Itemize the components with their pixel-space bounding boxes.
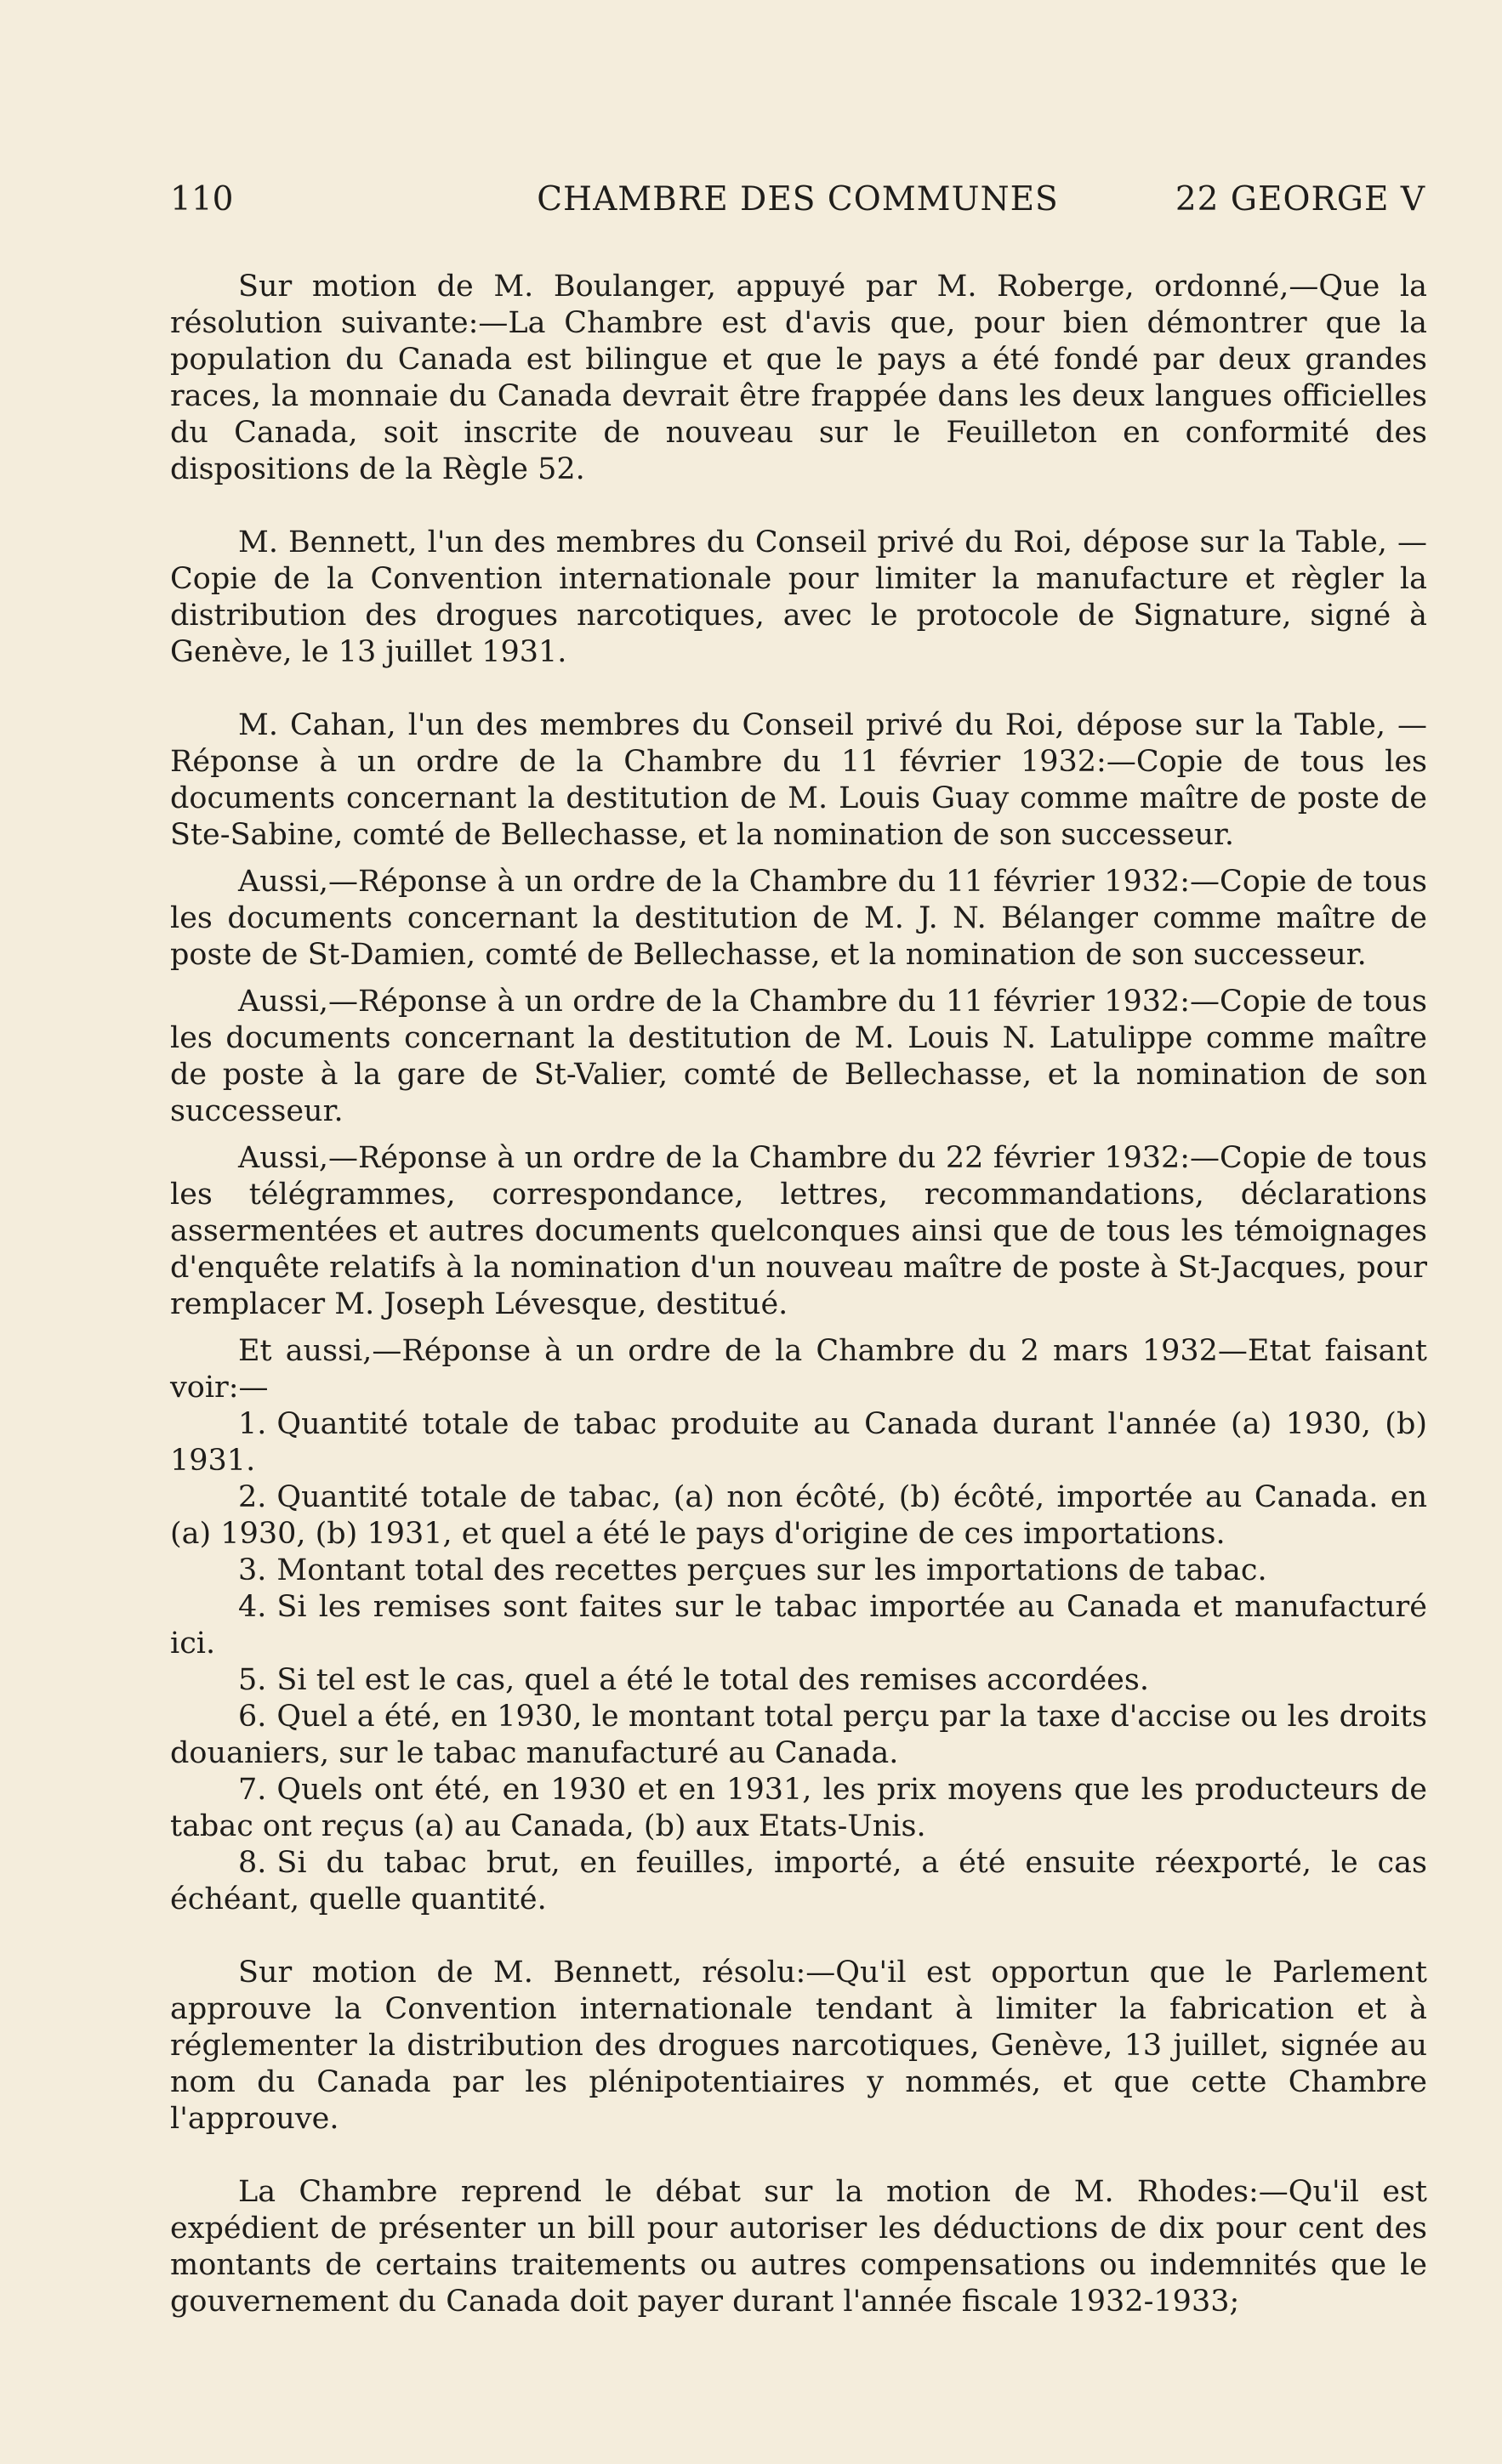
- list-text: Si du tabac brut, en feuilles, importé, a été ensuite réexporté, le cas échéant, quelle quantité.: [170, 1846, 1427, 1916]
- paragraph: Sur motion de M. Bennett, résolu:—Qu'il est opportun que le Parlement approuve la Convention internationale tendant à limiter la fabrication et à réglementer la distribution des drogues narcotiques, Genève, 13 juillet, signée au nom du Canada par les plénipotentiaires y nommés, et que cette Chambre l'approuve.: [170, 1956, 1427, 2136]
- list-number: 7.: [238, 1773, 267, 1807]
- paragraph: Sur motion de M. Boulanger, appuyé par M. Roberge, ordonné,—Que la résolution suivante:—La Chambre est d'avis que, pour bien démontrer que la population du Canada est bilingue et que le pays a été fondé par deux grandes races, la monnaie du Canada devrait être frappée dans les deux langues officielles du Canada, soit inscrite de nouveau sur le Feuilleton en conformité des dispositions de la Règle 52.: [170, 270, 1427, 486]
- journal-title: CHAMBRE DES COMMUNES: [537, 180, 1059, 219]
- paragraph: La Chambre reprend le débat sur la motion de M. Rhodes:—Qu'il est expédient de présenter un bill pour autoriser les déductions de dix pour cent des montants de certains traitements ou autres compensations ou indemnités que le gouvernement du Canada doit payer durant l'année fiscale 1932-1933;: [170, 2175, 1427, 2319]
- list-item: [170, 1845, 1427, 1918]
- paragraph: M. Cahan, l'un des membres du Conseil privé du Roi, dépose sur la Table, —Réponse à un ordre de la Chambre du 11 février 1932:—Copie de tous les documents concernant la destitution de M. Louis Guay comme maître de poste de Ste-Sabine, comté de Bellechasse, et la nomination de son successeur.: [170, 708, 1427, 852]
- list-item: [170, 1553, 1427, 1589]
- list-item: [170, 1406, 1427, 1479]
- list-number: 2.: [238, 1480, 267, 1514]
- list-item: [170, 1662, 1427, 1699]
- paragraph: Aussi,—Réponse à un ordre de la Chambre du 11 février 1932:—Copie de tous les documents concernant la destitution de M. J. N. Bélanger comme maître de poste de St-Damien, comté de Bellechasse, et la nomination de son successeur.: [170, 865, 1427, 972]
- list-text: Montant total des recettes perçues sur les importations de tabac.: [276, 1553, 1267, 1587]
- list-text: Quantité totale de tabac, (a) non écôté, (b) écôté, importée au Canada. en (a) 1930, (b) 1931, et quel a été le pays d'origine de ces importations.: [170, 1480, 1427, 1551]
- list-text: Quel a été, en 1930, le montant total perçu par la taxe d'accise ou les droits douaniers, sur le tabac manufacturé au Canada.: [170, 1700, 1427, 1770]
- list-text: Si les remises sont faites sur le tabac importée au Canada et manufacturé ici.: [170, 1590, 1427, 1661]
- list-number: 3.: [238, 1553, 267, 1587]
- paragraph: Aussi,—Réponse à un ordre de la Chambre du 11 février 1932:—Copie de tous les documents concernant la destitution de M. Louis N. Latulippe comme maître de poste à la gare de St-Valier, comté de Bellechasse, et la nomination de son successeur.: [170, 985, 1427, 1128]
- list-number: 6.: [238, 1700, 267, 1734]
- paragraph: Aussi,—Réponse à un ordre de la Chambre du 22 février 1932:—Copie de tous les télégrammes, correspondance, lettres, recommandations, déclarations assermentées et autres documents quelconques ainsi que de tous les témoignages d'enquête relatifs à la nomination d'un nouveau maître de poste à St-Jacques, pour remplacer M. Joseph Lévesque, destitué.: [170, 1141, 1427, 1321]
- paragraph: M. Bennett, l'un des membres du Conseil privé du Roi, dépose sur la Table, —Copie de la Convention internationale pour limiter la manufacture et règler la distribution des drogues narcotiques, avec le protocole de Signature, signé à Genève, le 13 juillet 1931.: [170, 525, 1427, 669]
- list-number: 1.: [238, 1407, 267, 1441]
- regnal-year: 22 GEORGE V: [1175, 180, 1425, 219]
- list-number: 5.: [238, 1663, 267, 1697]
- list-item: [170, 1699, 1427, 1772]
- list-number: 4.: [238, 1590, 267, 1624]
- list-number: 8.: [238, 1846, 267, 1880]
- list-text: Quantité totale de tabac produite au Canada durant l'année (a) 1930, (b) 1931.: [170, 1407, 1427, 1478]
- list-item: [170, 1479, 1427, 1553]
- page-header: [170, 180, 1425, 223]
- page-body: [170, 269, 1427, 2320]
- list-item: [170, 1772, 1427, 1845]
- numbered-list: [170, 1406, 1427, 1918]
- list-item: [170, 1589, 1427, 1662]
- page-number: 110: [170, 180, 234, 219]
- paragraph: Et aussi,—Réponse à un ordre de la Chambre du 2 mars 1932—Etat faisant voir:—: [170, 1334, 1427, 1405]
- list-text: Si tel est le cas, quel a été le total des remises accordées.: [276, 1663, 1149, 1697]
- list-text: Quels ont été, en 1930 et en 1931, les prix moyens que les producteurs de tabac ont reçus (a) au Canada, (b) aux Etats-Unis.: [170, 1773, 1427, 1843]
